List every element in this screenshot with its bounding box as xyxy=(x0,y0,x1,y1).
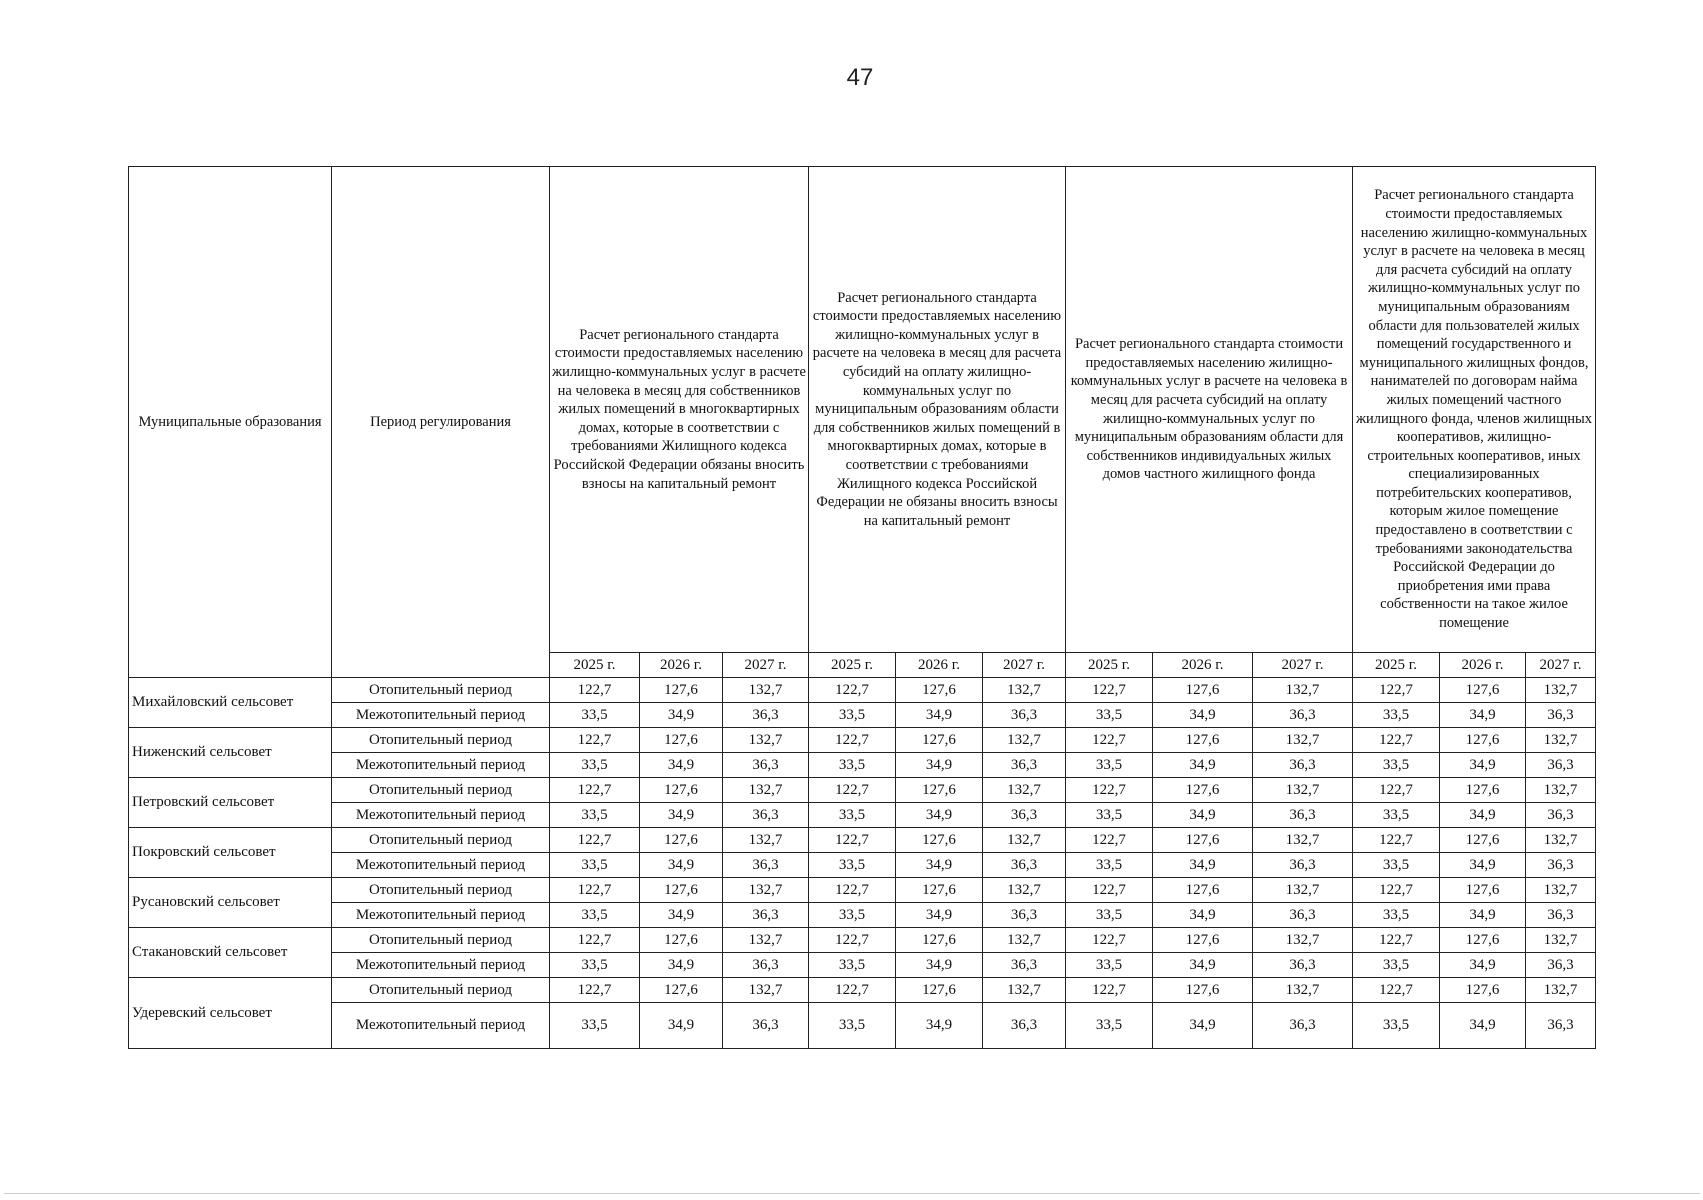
value-cell: 34,9 xyxy=(640,953,723,978)
value-cell: 132,7 xyxy=(1526,828,1596,853)
header-year: 2026 г. xyxy=(640,653,723,678)
table-row xyxy=(129,703,1596,728)
value-cell: 36,3 xyxy=(723,853,809,878)
value-cell: 127,6 xyxy=(1153,678,1253,703)
value-cell: 33,5 xyxy=(1353,853,1440,878)
value-cell: 132,7 xyxy=(983,978,1066,1003)
period-cell: Межотопительный период xyxy=(332,1003,550,1049)
value-cell: 33,5 xyxy=(1066,803,1153,828)
value-cell: 122,7 xyxy=(1353,878,1440,903)
value-cell: 122,7 xyxy=(809,728,896,753)
value-cell: 34,9 xyxy=(1153,953,1253,978)
value-cell: 34,9 xyxy=(640,803,723,828)
period-cell: Межотопительный период xyxy=(332,953,550,978)
value-cell: 122,7 xyxy=(809,978,896,1003)
value-cell: 127,6 xyxy=(896,678,983,703)
header-year: 2026 г. xyxy=(1153,653,1253,678)
value-cell: 132,7 xyxy=(1253,828,1353,853)
value-cell: 122,7 xyxy=(1066,678,1153,703)
value-cell: 34,9 xyxy=(1153,753,1253,778)
value-cell: 36,3 xyxy=(723,1003,809,1049)
header-year: 2026 г. xyxy=(1440,653,1526,678)
value-cell: 122,7 xyxy=(1066,928,1153,953)
value-cell: 36,3 xyxy=(723,903,809,928)
table-row xyxy=(129,878,1596,903)
value-cell: 34,9 xyxy=(1440,853,1526,878)
value-cell: 36,3 xyxy=(1526,903,1596,928)
table-row xyxy=(129,853,1596,878)
value-cell: 132,7 xyxy=(723,778,809,803)
value-cell: 122,7 xyxy=(1353,778,1440,803)
value-cell: 34,9 xyxy=(1153,703,1253,728)
value-cell: 33,5 xyxy=(809,803,896,828)
value-cell: 122,7 xyxy=(1353,978,1440,1003)
value-cell: 132,7 xyxy=(723,728,809,753)
value-cell: 34,9 xyxy=(640,903,723,928)
period-cell: Отопительный период xyxy=(332,778,550,803)
value-cell: 132,7 xyxy=(1526,978,1596,1003)
value-cell: 36,3 xyxy=(983,953,1066,978)
value-cell: 34,9 xyxy=(640,853,723,878)
value-cell: 132,7 xyxy=(1526,928,1596,953)
period-cell: Межотопительный период xyxy=(332,853,550,878)
value-cell: 127,6 xyxy=(1440,928,1526,953)
value-cell: 122,7 xyxy=(1353,678,1440,703)
value-cell: 33,5 xyxy=(550,1003,640,1049)
table-row xyxy=(129,678,1596,703)
value-cell: 132,7 xyxy=(1526,728,1596,753)
table-row xyxy=(129,778,1596,803)
value-cell: 132,7 xyxy=(1253,978,1353,1003)
value-cell: 132,7 xyxy=(1253,728,1353,753)
value-cell: 34,9 xyxy=(1153,1003,1253,1049)
value-cell: 36,3 xyxy=(1526,703,1596,728)
value-cell: 132,7 xyxy=(1526,778,1596,803)
value-cell: 127,6 xyxy=(896,928,983,953)
value-cell: 122,7 xyxy=(1066,778,1153,803)
value-cell: 127,6 xyxy=(1153,728,1253,753)
value-cell: 122,7 xyxy=(550,878,640,903)
value-cell: 127,6 xyxy=(896,778,983,803)
value-cell: 122,7 xyxy=(550,778,640,803)
table-row xyxy=(129,728,1596,753)
value-cell: 33,5 xyxy=(1353,703,1440,728)
value-cell: 34,9 xyxy=(896,953,983,978)
value-cell: 34,9 xyxy=(896,903,983,928)
value-cell: 122,7 xyxy=(550,828,640,853)
value-cell: 33,5 xyxy=(1353,753,1440,778)
value-cell: 34,9 xyxy=(1440,753,1526,778)
value-cell: 36,3 xyxy=(1253,753,1353,778)
value-cell: 132,7 xyxy=(723,678,809,703)
value-cell: 33,5 xyxy=(809,953,896,978)
value-cell: 122,7 xyxy=(1066,978,1153,1003)
value-cell: 34,9 xyxy=(1440,953,1526,978)
value-cell: 36,3 xyxy=(723,953,809,978)
value-cell: 34,9 xyxy=(640,753,723,778)
value-cell: 132,7 xyxy=(983,728,1066,753)
period-cell: Межотопительный период xyxy=(332,903,550,928)
value-cell: 36,3 xyxy=(1253,853,1353,878)
header-year: 2025 г. xyxy=(809,653,896,678)
value-cell: 127,6 xyxy=(1440,878,1526,903)
value-cell: 36,3 xyxy=(983,853,1066,878)
value-cell: 127,6 xyxy=(896,728,983,753)
value-cell: 122,7 xyxy=(809,878,896,903)
scan-edge-line xyxy=(4,1193,1700,1194)
value-cell: 36,3 xyxy=(983,753,1066,778)
header-year: 2025 г. xyxy=(1066,653,1153,678)
value-cell: 127,6 xyxy=(640,878,723,903)
value-cell: 34,9 xyxy=(896,853,983,878)
value-cell: 127,6 xyxy=(1440,678,1526,703)
table-row xyxy=(129,803,1596,828)
value-cell: 132,7 xyxy=(1526,678,1596,703)
value-cell: 132,7 xyxy=(723,878,809,903)
header-year: 2025 г. xyxy=(1353,653,1440,678)
period-cell: Межотопительный период xyxy=(332,753,550,778)
value-cell: 33,5 xyxy=(1353,953,1440,978)
value-cell: 36,3 xyxy=(1253,1003,1353,1049)
table-row xyxy=(129,828,1596,853)
period-cell: Межотопительный период xyxy=(332,703,550,728)
table-row xyxy=(129,978,1596,1003)
period-cell: Отопительный период xyxy=(332,878,550,903)
value-cell: 33,5 xyxy=(1066,703,1153,728)
value-cell: 127,6 xyxy=(896,878,983,903)
period-cell: Отопительный период xyxy=(332,828,550,853)
table-row xyxy=(129,1003,1596,1049)
value-cell: 34,9 xyxy=(1440,1003,1526,1049)
value-cell: 122,7 xyxy=(1066,728,1153,753)
value-cell: 33,5 xyxy=(1353,903,1440,928)
value-cell: 34,9 xyxy=(896,1003,983,1049)
value-cell: 33,5 xyxy=(550,703,640,728)
value-cell: 122,7 xyxy=(550,978,640,1003)
value-cell: 122,7 xyxy=(1066,878,1153,903)
header-group-2: Расчет регионального стандарта стоимости предоставляемых населению жилищно-коммунальных услуг в расчете на человека в месяц для расчета субсидий на оплату жилищно-коммунальных услуг по муниципальным образованиям области для собственников жилых помещений в многоквартирных домах, которые в соответствии с требованиями Жилищного кодекса Российской Федерации не обязаны вносить взносы на капитальный ремонт xyxy=(809,167,1066,653)
value-cell: 132,7 xyxy=(983,878,1066,903)
value-cell: 122,7 xyxy=(1353,828,1440,853)
period-cell: Отопительный период xyxy=(332,978,550,1003)
value-cell: 36,3 xyxy=(1253,953,1353,978)
value-cell: 132,7 xyxy=(1253,678,1353,703)
value-cell: 36,3 xyxy=(983,803,1066,828)
value-cell: 122,7 xyxy=(1353,928,1440,953)
table-row xyxy=(129,903,1596,928)
value-cell: 34,9 xyxy=(896,803,983,828)
value-cell: 36,3 xyxy=(723,753,809,778)
value-cell: 34,9 xyxy=(1440,803,1526,828)
page-number: 47 xyxy=(846,64,874,91)
header-group-4: Расчет регионального стандарта стоимости предоставляемых населению жилищно-коммунальных услуг в расчете на человека в месяц для расчета субсидий на оплату жилищно-коммунальных услуг по муниципальным образованиям области для пользователей жилых помещений государственного и муниципального жилищных фондов, нанимателей по договорам найма жилых помещений частного жилищного фонда, членов жилищных кооперативов, жилищно-строительных кооперативов, иных специализированных потребительских кооперативов, которым жилое помещение предоставлено в соответствии с требованиями законодательства Российской Федерации до приобретения ими права собственности на такое жилое помещение xyxy=(1353,167,1596,653)
value-cell: 34,9 xyxy=(896,703,983,728)
municipality-cell: Михайловский сельсовет xyxy=(129,678,332,728)
header-year: 2026 г. xyxy=(896,653,983,678)
value-cell: 127,6 xyxy=(896,828,983,853)
value-cell: 132,7 xyxy=(723,978,809,1003)
value-cell: 122,7 xyxy=(809,828,896,853)
value-cell: 33,5 xyxy=(550,853,640,878)
value-cell: 36,3 xyxy=(1526,953,1596,978)
value-cell: 132,7 xyxy=(723,928,809,953)
value-cell: 33,5 xyxy=(809,903,896,928)
value-cell: 127,6 xyxy=(1153,928,1253,953)
value-cell: 127,6 xyxy=(1153,828,1253,853)
value-cell: 122,7 xyxy=(550,728,640,753)
value-cell: 122,7 xyxy=(1353,728,1440,753)
header-year: 2027 г. xyxy=(723,653,809,678)
value-cell: 36,3 xyxy=(1253,903,1353,928)
value-cell: 127,6 xyxy=(1153,978,1253,1003)
value-cell: 127,6 xyxy=(1440,728,1526,753)
value-cell: 33,5 xyxy=(809,753,896,778)
value-cell: 36,3 xyxy=(1253,703,1353,728)
period-cell: Отопительный период xyxy=(332,928,550,953)
value-cell: 127,6 xyxy=(640,828,723,853)
value-cell: 34,9 xyxy=(1153,853,1253,878)
value-cell: 122,7 xyxy=(550,928,640,953)
value-cell: 36,3 xyxy=(723,703,809,728)
value-cell: 36,3 xyxy=(1526,803,1596,828)
value-cell: 127,6 xyxy=(640,978,723,1003)
municipality-cell: Петровский сельсовет xyxy=(129,778,332,828)
table-row xyxy=(129,953,1596,978)
value-cell: 33,5 xyxy=(1066,753,1153,778)
value-cell: 36,3 xyxy=(1526,853,1596,878)
value-cell: 132,7 xyxy=(983,778,1066,803)
value-cell: 127,6 xyxy=(1153,878,1253,903)
value-cell: 34,9 xyxy=(896,753,983,778)
value-cell: 127,6 xyxy=(640,928,723,953)
value-cell: 33,5 xyxy=(809,1003,896,1049)
header-row-groups xyxy=(129,167,1596,653)
value-cell: 127,6 xyxy=(640,778,723,803)
period-cell: Межотопительный период xyxy=(332,803,550,828)
header-year: 2025 г. xyxy=(550,653,640,678)
value-cell: 36,3 xyxy=(723,803,809,828)
value-cell: 34,9 xyxy=(640,703,723,728)
value-cell: 132,7 xyxy=(1253,928,1353,953)
value-cell: 127,6 xyxy=(896,978,983,1003)
value-cell: 36,3 xyxy=(1253,803,1353,828)
value-cell: 33,5 xyxy=(809,853,896,878)
value-cell: 127,6 xyxy=(640,728,723,753)
value-cell: 34,9 xyxy=(1440,903,1526,928)
value-cell: 33,5 xyxy=(1066,853,1153,878)
value-cell: 132,7 xyxy=(1253,878,1353,903)
value-cell: 132,7 xyxy=(1526,878,1596,903)
value-cell: 132,7 xyxy=(723,828,809,853)
value-cell: 34,9 xyxy=(1153,803,1253,828)
value-cell: 36,3 xyxy=(1526,1003,1596,1049)
value-cell: 34,9 xyxy=(640,1003,723,1049)
value-cell: 122,7 xyxy=(1066,828,1153,853)
value-cell: 33,5 xyxy=(1066,953,1153,978)
value-cell: 33,5 xyxy=(550,903,640,928)
value-cell: 33,5 xyxy=(550,753,640,778)
header-group-1: Расчет регионального стандарта стоимости предоставляемых населению жилищно-коммунальных услуг в расчете на человека в месяц для собственников жилых помещений в многоквартирных домах, которые в соответствии с требованиями Жилищного кодекса Российской Федерации обязаны вносить взносы на капитальный ремонт xyxy=(550,167,809,653)
header-year: 2027 г. xyxy=(983,653,1066,678)
value-cell: 33,5 xyxy=(1353,1003,1440,1049)
value-cell: 127,6 xyxy=(1153,778,1253,803)
period-cell: Отопительный период xyxy=(332,678,550,703)
value-cell: 132,7 xyxy=(983,828,1066,853)
value-cell: 127,6 xyxy=(640,678,723,703)
municipality-cell: Удеревский сельсовет xyxy=(129,978,332,1049)
municipality-cell: Русановский сельсовет xyxy=(129,878,332,928)
value-cell: 36,3 xyxy=(983,1003,1066,1049)
value-cell: 122,7 xyxy=(809,778,896,803)
table-row xyxy=(129,928,1596,953)
value-cell: 122,7 xyxy=(550,678,640,703)
value-cell: 127,6 xyxy=(1440,778,1526,803)
value-cell: 122,7 xyxy=(809,678,896,703)
value-cell: 127,6 xyxy=(1440,828,1526,853)
value-cell: 33,5 xyxy=(1066,1003,1153,1049)
municipality-cell: Ниженский сельсовет xyxy=(129,728,332,778)
header-year: 2027 г. xyxy=(1526,653,1596,678)
value-cell: 122,7 xyxy=(809,928,896,953)
header-year: 2027 г. xyxy=(1253,653,1353,678)
value-cell: 36,3 xyxy=(1526,753,1596,778)
municipality-cell: Стакановский сельсовет xyxy=(129,928,332,978)
value-cell: 132,7 xyxy=(983,678,1066,703)
table-body xyxy=(129,678,1596,1049)
header-group-3: Расчет регионального стандарта стоимости предоставляемых населению жилищно-коммунальных услуг в расчете на человека в месяц для расчета субсидий на оплату жилищно-коммунальных услуг по муниципальным образованиям области для собственников индивидуальных жилых домов частного жилищного фонда xyxy=(1066,167,1353,653)
period-cell: Отопительный период xyxy=(332,728,550,753)
value-cell: 36,3 xyxy=(983,903,1066,928)
value-cell: 33,5 xyxy=(550,803,640,828)
value-cell: 33,5 xyxy=(1066,903,1153,928)
value-cell: 33,5 xyxy=(550,953,640,978)
municipality-cell: Покровский сельсовет xyxy=(129,828,332,878)
table-row xyxy=(129,753,1596,778)
value-cell: 127,6 xyxy=(1440,978,1526,1003)
value-cell: 34,9 xyxy=(1440,703,1526,728)
header-period: Период регулирования xyxy=(332,167,550,678)
value-cell: 33,5 xyxy=(1353,803,1440,828)
header-municipality: Муниципальные образования xyxy=(129,167,332,678)
value-cell: 132,7 xyxy=(1253,778,1353,803)
subsidy-standards-table xyxy=(128,166,1596,1049)
value-cell: 36,3 xyxy=(983,703,1066,728)
value-cell: 132,7 xyxy=(983,928,1066,953)
value-cell: 33,5 xyxy=(809,703,896,728)
value-cell: 34,9 xyxy=(1153,903,1253,928)
